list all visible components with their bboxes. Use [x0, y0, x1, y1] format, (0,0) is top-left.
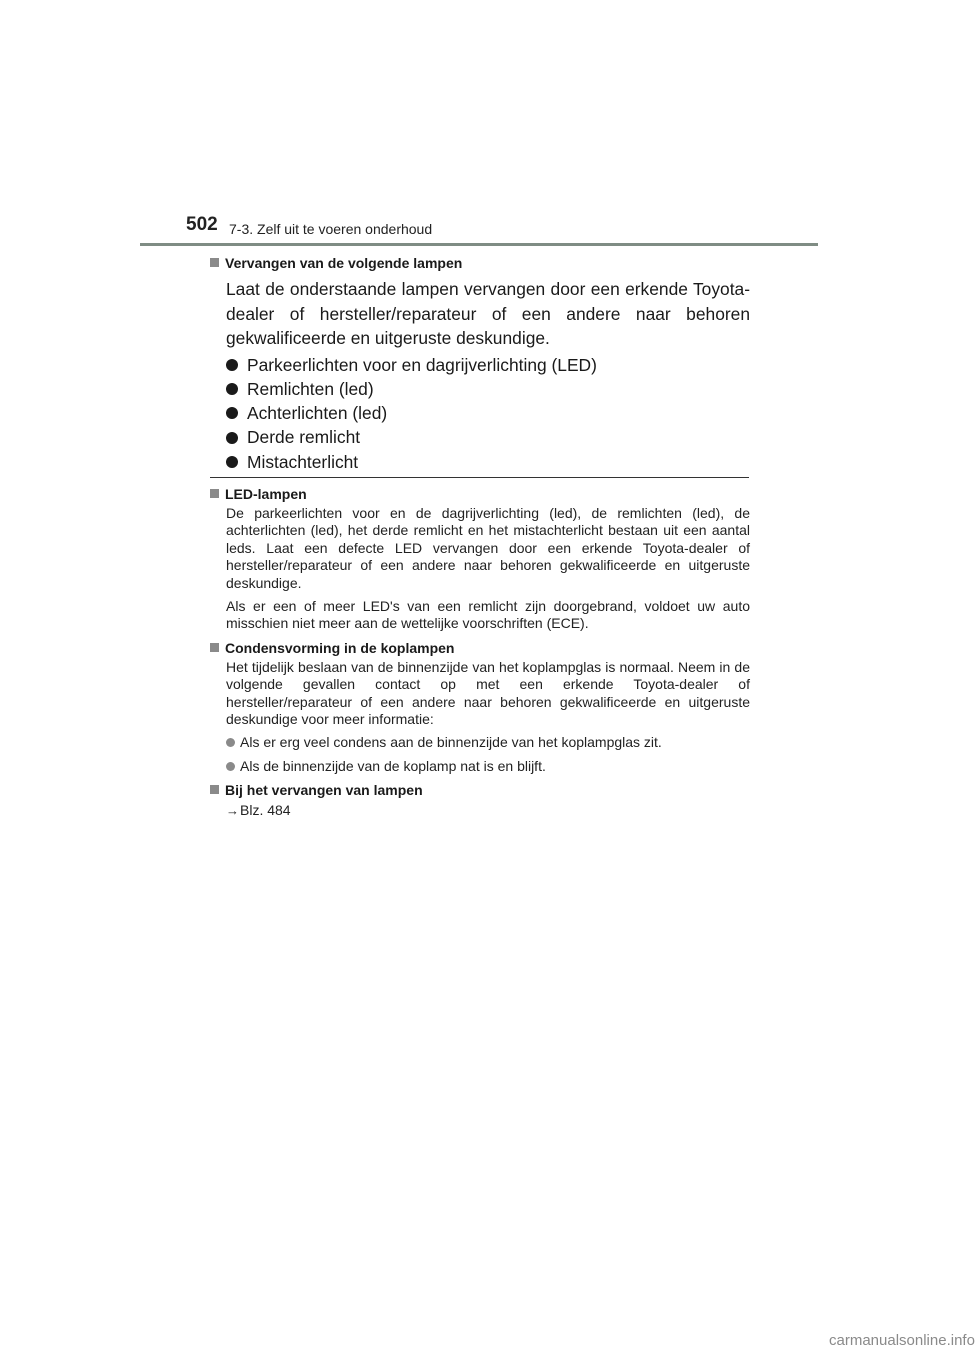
- bullet-icon: [226, 359, 238, 371]
- replacement-section: [210, 255, 750, 474]
- arrow-right-icon: →: [226, 803, 239, 819]
- bullet-icon: [226, 432, 238, 444]
- square-bullet-icon: [210, 258, 219, 267]
- condensation-text: Het tijdelijk beslaan van de binnenzijde van het koplampglas is normaal. Neem in de volgende gevallen contact op met een erkende Toyota-dealer of hersteller/reparateur of een andere naar behoren gekwalificeerde en uitgeruste deskundige voor meer informatie:: [226, 658, 750, 728]
- list-item: Als er erg veel condens aan de binnenzijde van het koplampglas zit.: [226, 734, 750, 751]
- page-reference[interactable]: →Blz. 484: [226, 802, 291, 819]
- square-bullet-icon: [210, 643, 219, 652]
- notes-section: [210, 485, 750, 820]
- bullet-icon: [226, 407, 238, 419]
- lamp-list: [210, 353, 750, 474]
- bullet-icon: [226, 383, 238, 395]
- list-item: Derde remlicht: [226, 425, 750, 449]
- bullet-icon: [226, 456, 238, 468]
- replacing-heading: Bij het vervangen van lampen: [210, 781, 750, 799]
- led-text: De parkeerlichten voor en de dagrijverlichting (led), de remlichten (led), de achterlichten (led), het derde remlicht en het mistachterlicht bestaan uit een aantal leds. Laat een defecte LED vervangen door een erkende Toyota-dealer of hersteller/reparateur of een andere naar behoren gekwalificeerde en uitgeruste deskundige.: [226, 505, 750, 591]
- section-divider: [210, 477, 749, 478]
- list-item: Remlichten (led): [226, 377, 750, 401]
- list-item: Mistachterlicht: [226, 450, 750, 474]
- list-item: Achterlichten (led): [226, 401, 750, 425]
- led-text-2: Als er een of meer LED's van een remlicht zijn doorgebrand, voldoet uw auto misschien niet meer aan de wettelijke voorschriften (ECE).: [226, 598, 750, 632]
- led-heading: LED-lampen: [210, 485, 750, 503]
- condensation-heading: Condensvorming in de koplampen: [210, 639, 750, 657]
- section-title: 7-3. Zelf uit te voeren onderhoud: [229, 221, 433, 237]
- page-number: 502: [186, 214, 218, 235]
- watermark: carmanualsonline.info: [829, 1332, 975, 1349]
- square-bullet-icon: [210, 489, 219, 498]
- list-item: Parkeerlichten voor en dagrijverlichting (LED): [226, 353, 750, 377]
- list-item: Als de binnenzijde van de koplamp nat is en blijft.: [226, 758, 750, 775]
- replacement-text: Laat de onderstaande lampen vervangen door een erkende Toyota-dealer of hersteller/reparateur of een andere naar behoren gekwalificeerde en uitgeruste deskundige.: [226, 279, 750, 348]
- square-bullet-icon: [210, 785, 219, 794]
- bullet-icon: [226, 738, 235, 747]
- bullet-icon: [226, 762, 235, 771]
- replacement-heading: Vervangen van de volgende lampen: [210, 255, 750, 271]
- header-rule: [140, 243, 818, 246]
